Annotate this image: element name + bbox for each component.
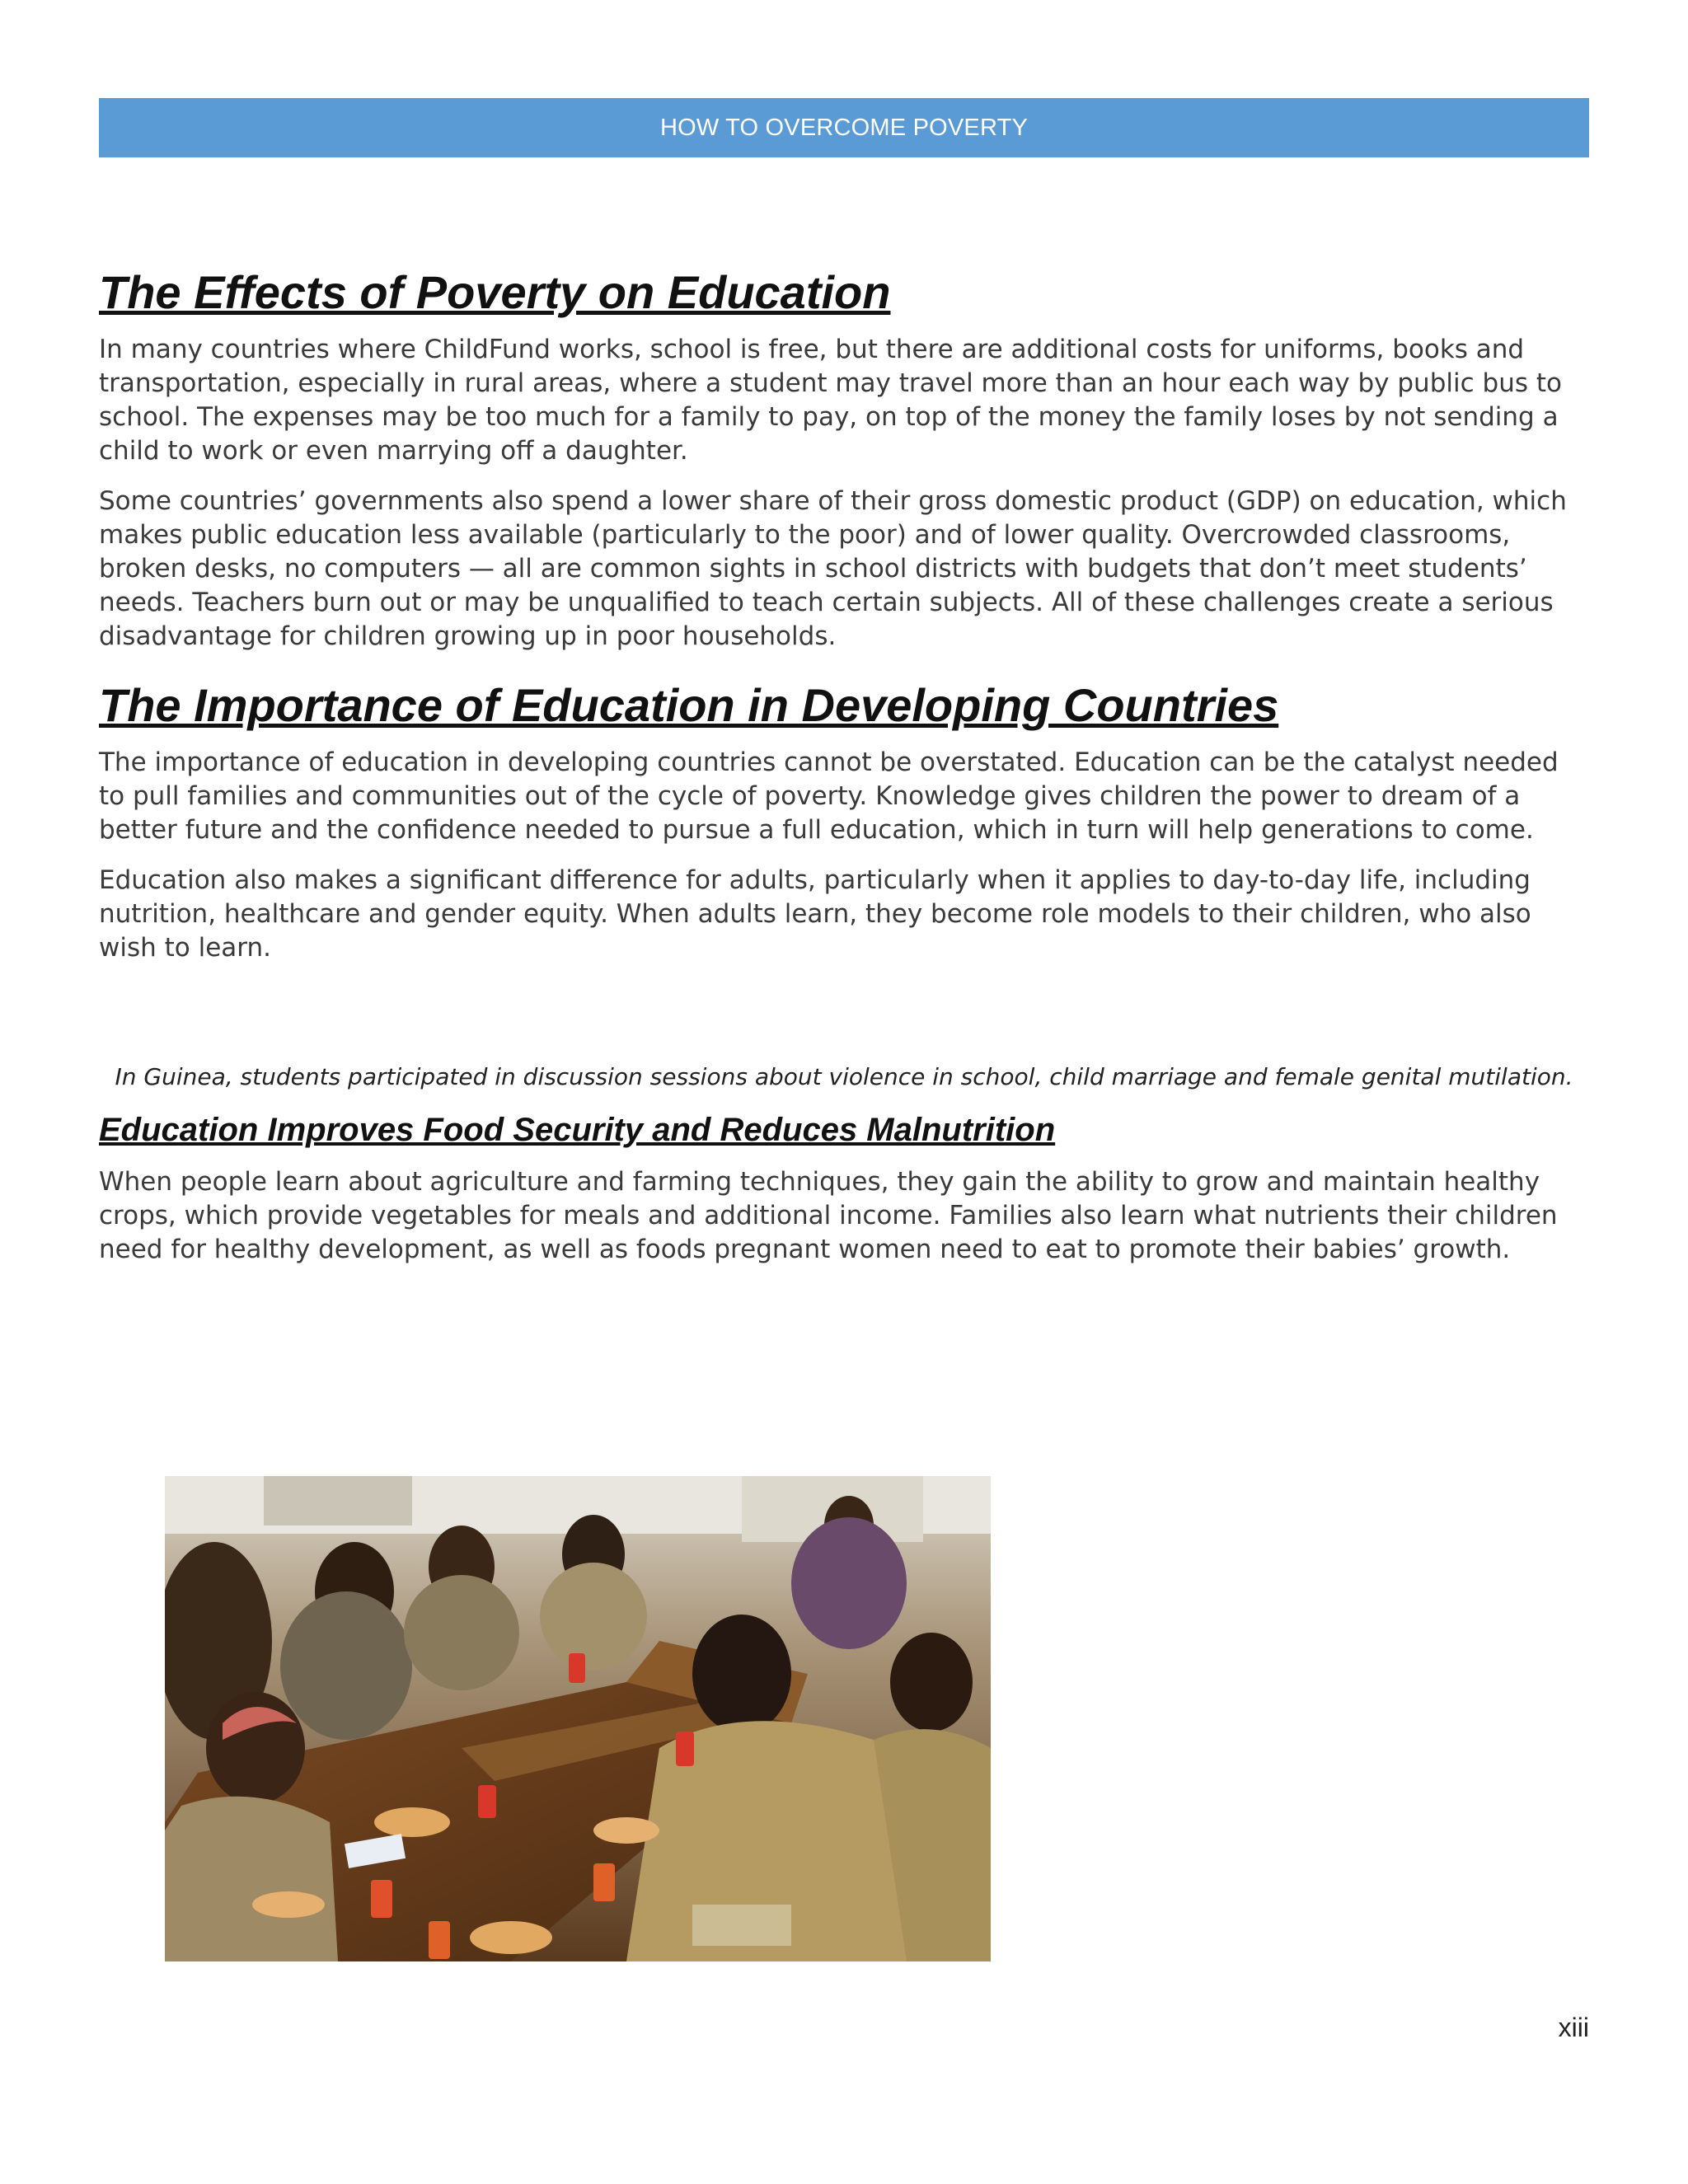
paragraph: The importance of education in developing countries cannot be overstated. Education can be the catalyst needed to pull families and communities out of the cycle of poverty. Knowledge gives children the power to dream of a better future and the confidence needed to pursue a full education, which in turn will help generations to come. bbox=[99, 748, 1559, 845]
running-header-title: HOW TO OVERCOME POVERTY bbox=[659, 114, 1029, 141]
paragraph: In many countries where ChildFund works, school is free, but there are additional costs for uniforms, books and transportation, especially in rural areas, where a student may travel more than an hour each way by public bus to school. The expenses may be too much for a family to pay, on top of the money the family loses by not sending a child to work or even marrying off a daughter. bbox=[99, 335, 1562, 466]
photo-caption: In Guinea, students participated in discussion sessions about violence in school, child marriage and female genital mutilation. bbox=[115, 1063, 1573, 1090]
document-body bbox=[99, 264, 1589, 1283]
page-number: xiii bbox=[1558, 2013, 1589, 2042]
classroom-photo bbox=[165, 1476, 991, 1961]
section-heading-food-security: Education Improves Food Security and Reduces Malnutrition bbox=[99, 1112, 1056, 1148]
section-heading-importance: The Importance of Education in Developing Countries bbox=[99, 679, 1279, 731]
paragraph: Education also makes a significant difference for adults, particularly when it applies to day-to-day life, including nutrition, healthcare and gender equity. When adults learn, they become role models to their children, who also wish to learn. bbox=[99, 865, 1531, 963]
section-heading-effects: The Effects of Poverty on Education bbox=[99, 266, 891, 318]
paragraph: When people learn about agriculture and farming techniques, they gain the ability to grow and maintain healthy crops, which provide vegetables for meals and additional income. Families also learn what nutrients their children need for healthy development, as well as foods pregnant women need to eat to promote their babies’ growth. bbox=[99, 1167, 1558, 1264]
paragraph: Some countries’ governments also spend a lower share of their gross domestic product (GDP) on education, which makes public education less available (particularly to the poor) and of lower quality. Overcrowded classrooms, broken desks, no computers — all are common sights in school districts with budgets that don’t meet students’ needs. Teachers burn out or may be unqualified to teach certain subjects. All of these challenges create a serious disadvantage for children growing up in poor households. bbox=[99, 486, 1567, 651]
running-header bbox=[99, 98, 1589, 157]
